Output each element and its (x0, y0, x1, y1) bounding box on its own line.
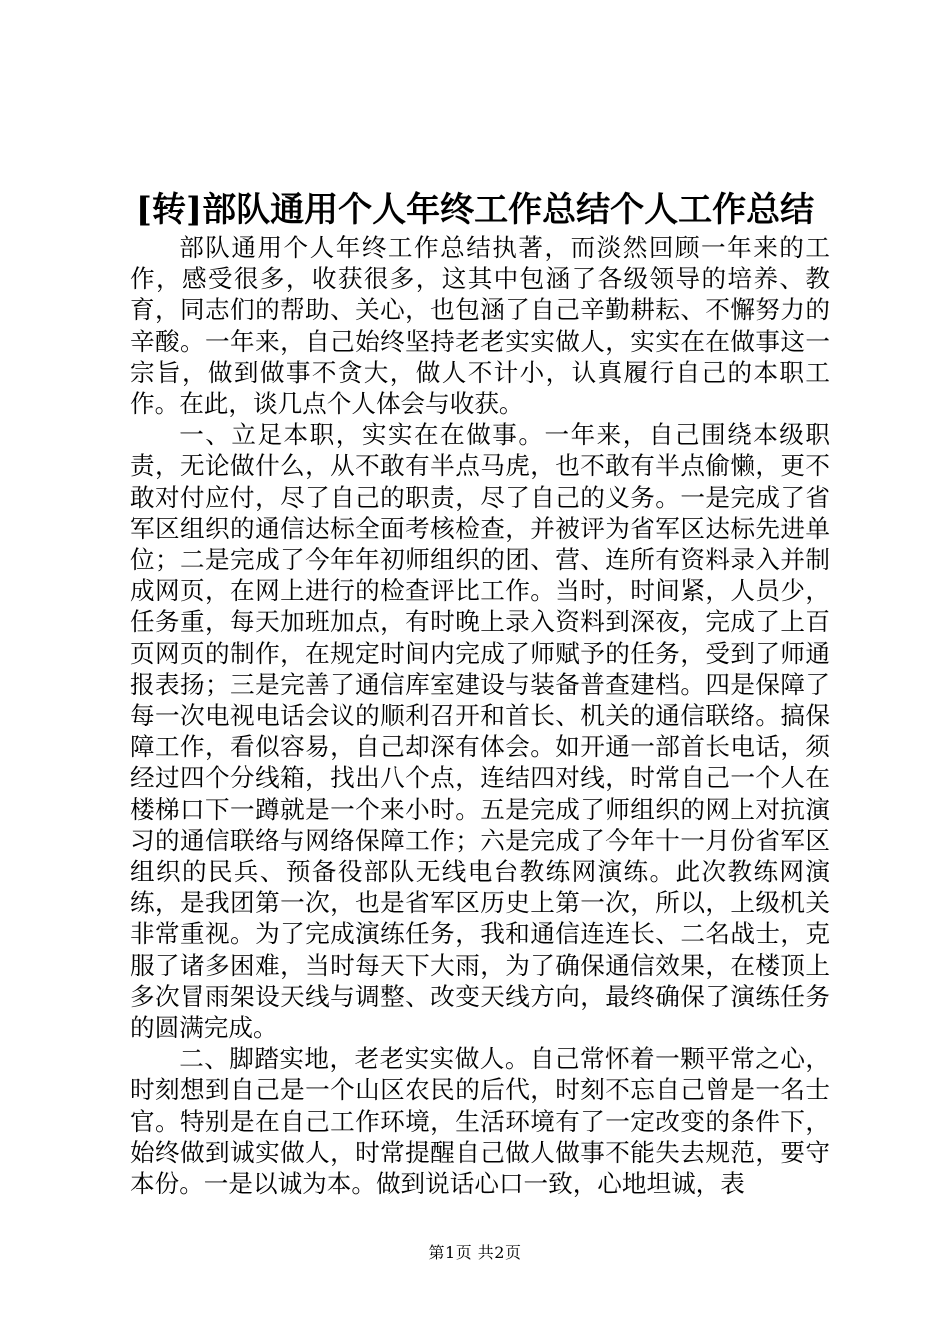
paragraph-section-two: 二、脚踏实地，老老实实做人。自己常怀着一颗平常之心，时刻想到自己是一个山区农民的后代，时刻不忘自己曾是一名士官。特别是在自己工作环境，生活环境有了一定改变的条件下，始终做到诚实做人，时常提醒自己做人做事不能失去规范，要守本份。一是以诚为本。做到说话心口一致，心地坦诚，表 (130, 1044, 830, 1199)
page-footer: 第1页 共2页 (428, 1243, 522, 1262)
document-title: [转]部队通用个人年终工作总结个人工作总结 (135, 190, 815, 230)
paragraph-intro: 部队通用个人年终工作总结执著，而淡然回顾一年来的工作，感受很多，收获很多，这其中包涵了各级领导的培养、教育，同志们的帮助、关心，也包涵了自己辛勤耕耘、不懈努力的辛酸。一年来，自己始终坚持老老实实做人，实实在在做事这一宗旨，做到做事不贪大，做人不计小，认真履行自己的本职工作。在此，谈几点个人体会与收获。 (130, 233, 830, 419)
document-body (130, 232, 830, 1199)
paragraph-section-one: 一、立足本职，实实在在做事。一年来，自己围绕本级职责，无论做什么，从不敢有半点马虎，也不敢有半点偷懒，更不敢对付应付，尽了自己的职责，尽了自己的义务。一是完成了省军区组织的通信达标全面考核检查，并被评为省军区达标先进单位；二是完成了今年年初师组织的团、营、连所有资料录入并制成网页，在网上进行的检查评比工作。当时，时间紧，人员少，任务重，每天加班加点，有时晚上录入资料到深夜，完成了上百页网页的制作，在规定时间内完成了师赋予的任务，受到了师通报表扬；三是完善了通信库室建设与装备普查建档。四是保障了每一次电视电话会议的顺利召开和首长、机关的通信联络。搞保障工作，看似容易，自己却深有体会。如开通一部首长电话，须经过四个分线箱，找出八个点，连结四对线，时常自己一个人在楼梯口下一蹲就是一个来小时。五是完成了师组织的网上对抗演习的通信联络与网络保障工作；六是完成了今年十一月份省军区组织的民兵、预备役部队无线电台教练网演练。此次教练网演练，是我团第一次，也是省军区历史上第一次，所以，上级机关非常重视。为了完成演练任务，我和通信连连长、二名战士，克服了诸多困难，当时每天下大雨，为了确保通信效果，在楼顶上多次冒雨架设天线与调整、改变天线方向，最终确保了演练任务的圆满完成。 (130, 420, 830, 1043)
